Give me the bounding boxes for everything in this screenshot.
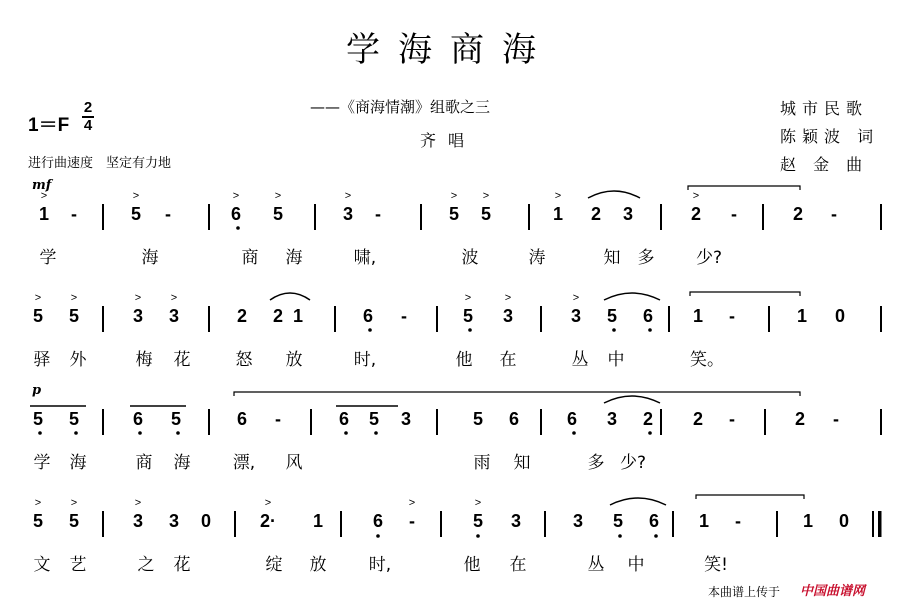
row1-note: 3 <box>622 204 633 224</box>
slur <box>588 191 640 198</box>
row4-note: 5 <box>472 511 483 531</box>
row1-dynamic: mf <box>32 178 52 193</box>
accent-mark: > <box>134 497 142 509</box>
row2-note: 1 <box>692 306 703 326</box>
row2-note: 2 <box>236 306 247 326</box>
upload-note: 本曲谱上传于 <box>708 585 781 599</box>
row3-lyric: 漂, <box>232 453 256 473</box>
row3-lyric: 雨 <box>473 453 491 473</box>
row2-note: 5 <box>32 306 43 326</box>
row2-note: 0 <box>834 306 845 326</box>
octave-dot <box>468 328 472 332</box>
credit-lyricist: 陈颖波 词 <box>780 127 880 146</box>
slur <box>604 293 660 300</box>
row2-lyric: 丛 <box>571 350 589 370</box>
row3-note: 6 <box>132 409 143 429</box>
row3-note: 2 <box>692 409 703 429</box>
row2-lyric: 在 <box>499 350 517 370</box>
octave-dot <box>618 534 622 538</box>
row2-lyric: 放 <box>285 350 303 370</box>
page-title: 学海商海 <box>346 30 554 70</box>
accent-mark: > <box>34 497 42 509</box>
row3-lyric: 少? <box>620 453 647 473</box>
row2-note: 3 <box>502 306 513 326</box>
row2-note: 3 <box>570 306 581 326</box>
row3-note: 6 <box>338 409 349 429</box>
row1-note: 1 <box>38 204 49 224</box>
tie-bracket <box>690 292 800 296</box>
row4-dash: - <box>409 511 415 531</box>
row1-lyric: 多 <box>637 248 655 268</box>
subtitle: ——《商海情潮》组歌之三 <box>310 98 491 116</box>
row3-dynamic: p <box>32 383 42 398</box>
row3-dash: - <box>833 409 839 429</box>
slur <box>610 498 666 505</box>
row2-lyric: 中 <box>607 350 625 370</box>
row1-note: 2 <box>792 204 803 224</box>
row1-lyric: 波 <box>461 248 479 268</box>
row3-note: 2 <box>642 409 653 429</box>
row2-lyric: 时, <box>353 350 377 370</box>
accent-mark: > <box>264 497 272 509</box>
octave-dot <box>648 328 652 332</box>
row1-lyric: 少? <box>696 248 723 268</box>
row1-lyric: 啸, <box>353 248 377 268</box>
row4-note: 1 <box>312 511 323 531</box>
octave-dot <box>176 431 180 435</box>
accent-mark: > <box>344 190 352 202</box>
row4-note: 1 <box>698 511 709 531</box>
row1-note: 5 <box>448 204 459 224</box>
row1-note: 6 <box>230 204 241 224</box>
accent-mark: > <box>504 292 512 304</box>
row1-lyric: 知 <box>603 248 621 268</box>
row4-note: 1 <box>802 511 813 531</box>
octave-dot <box>654 534 658 538</box>
row1-dash: - <box>731 204 737 224</box>
row4-note: 6 <box>648 511 659 531</box>
row3-note: 5 <box>68 409 79 429</box>
row2-lyric: 怒 <box>235 350 253 370</box>
tie-bracket <box>696 495 804 499</box>
row2-note: 1 <box>796 306 807 326</box>
row3-note: 3 <box>400 409 411 429</box>
octave-dot <box>38 431 42 435</box>
row4-note: 3 <box>168 511 179 531</box>
accent-mark: > <box>40 190 48 202</box>
octave-dot <box>368 328 372 332</box>
row1-dash: - <box>831 204 837 224</box>
accent-mark: > <box>34 292 42 304</box>
row4-lyric: 丛 <box>587 555 605 575</box>
row4-lyric: 绽 <box>265 555 283 575</box>
row2-note: 5 <box>462 306 473 326</box>
row1-note: 5 <box>130 204 141 224</box>
row3-note: 6 <box>508 409 519 429</box>
row1-note: 2 <box>590 204 601 224</box>
slur <box>270 293 310 300</box>
row3-note: 5 <box>32 409 43 429</box>
row2-lyric: 他 <box>455 350 473 370</box>
row3-dash: - <box>729 409 735 429</box>
accent-mark: > <box>474 497 482 509</box>
row2-lyric: 笑。 <box>690 350 724 370</box>
row3-note: 5 <box>368 409 379 429</box>
credit-composer: 赵 金 曲 <box>780 155 869 174</box>
row3-lyric: 海 <box>173 453 191 473</box>
row1-note: 3 <box>342 204 353 224</box>
tie-bracket <box>234 392 800 396</box>
credit-genre: 城市民歌 <box>780 99 869 118</box>
accent-mark: > <box>482 190 490 202</box>
row3-lyric: 商 <box>135 453 153 473</box>
accent-mark: > <box>232 190 240 202</box>
row4-lyric: 花 <box>173 555 191 575</box>
accent-mark: > <box>134 292 142 304</box>
row3-note: 5 <box>170 409 181 429</box>
octave-dot <box>648 431 652 435</box>
row2-dash: - <box>401 306 407 326</box>
row4-lyric: 笑! <box>704 555 728 575</box>
row1-note: 5 <box>272 204 283 224</box>
accent-mark: > <box>554 190 562 202</box>
octave-dot <box>374 431 378 435</box>
row4-note: 2· <box>259 511 276 531</box>
row1-dash: - <box>71 204 77 224</box>
row1-lyric: 海 <box>285 248 303 268</box>
accent-mark: > <box>464 292 472 304</box>
row4-lyric: 时, <box>368 555 392 575</box>
row3-lyric: 海 <box>69 453 87 473</box>
row4-note: 5 <box>32 511 43 531</box>
key-signature: 1＝F <box>28 115 70 136</box>
row2-note: 1 <box>292 306 303 326</box>
row4-note: 6 <box>372 511 383 531</box>
row1-dash: - <box>375 204 381 224</box>
accent-mark: > <box>170 292 178 304</box>
accent-mark: > <box>450 190 458 202</box>
row3-lyric: 学 <box>33 453 51 473</box>
slur <box>604 396 660 403</box>
tie-bracket <box>688 186 800 190</box>
row1-lyric: 海 <box>141 248 159 268</box>
row4-lyric: 他 <box>463 555 481 575</box>
row2-note: 6 <box>642 306 653 326</box>
row2-note: 3 <box>132 306 143 326</box>
row3-dash: - <box>275 409 281 429</box>
row4-note: 3 <box>132 511 143 531</box>
row3-lyric: 风 <box>285 453 303 473</box>
accent-mark: > <box>70 292 78 304</box>
octave-dot <box>344 431 348 435</box>
row3-note: 6 <box>566 409 577 429</box>
row2-note: 6 <box>362 306 373 326</box>
row4-lyric: 中 <box>627 555 645 575</box>
row1-lyric: 商 <box>241 248 259 268</box>
octave-dot <box>376 534 380 538</box>
accent-mark: > <box>70 497 78 509</box>
row4-note: 3 <box>572 511 583 531</box>
site-logo: 中国曲谱网 <box>800 584 866 599</box>
row3-note: 5 <box>472 409 483 429</box>
row3-lyric: 多 <box>587 453 605 473</box>
row4-lyric: 文 <box>33 555 51 575</box>
accent-mark: > <box>692 190 700 202</box>
row4-dash: - <box>735 511 741 531</box>
row4-lyric: 之 <box>137 555 155 575</box>
accent-mark: > <box>132 190 140 202</box>
row4-note: 5 <box>68 511 79 531</box>
row1-note: 2 <box>690 204 701 224</box>
row3-note: 6 <box>236 409 247 429</box>
octave-dot <box>612 328 616 332</box>
row2-lyric: 花 <box>173 350 191 370</box>
row4-lyric: 艺 <box>69 555 87 575</box>
row1-lyric: 涛 <box>528 248 546 268</box>
octave-dot <box>138 431 142 435</box>
row2-note: 5 <box>68 306 79 326</box>
row2-dash: - <box>729 306 735 326</box>
row2-note: 2 <box>272 306 283 326</box>
row2-note: 5 <box>606 306 617 326</box>
octave-dot <box>476 534 480 538</box>
time-signature: 2 4 <box>83 99 93 134</box>
performance-type: 齐唱 <box>420 131 477 150</box>
octave-dot <box>74 431 78 435</box>
row4-lyric: 在 <box>509 555 527 575</box>
accent-mark: > <box>408 497 416 509</box>
row2-lyric: 外 <box>69 350 87 370</box>
row3-lyric: 知 <box>513 453 531 473</box>
row4-note: 5 <box>612 511 623 531</box>
row4-note: 3 <box>510 511 521 531</box>
row4-lyric: 放 <box>309 555 327 575</box>
octave-dot <box>236 226 240 230</box>
accent-mark: > <box>274 190 282 202</box>
row3-note: 3 <box>606 409 617 429</box>
row4-note: 0 <box>200 511 211 531</box>
row2-lyric: 梅 <box>135 350 153 370</box>
row4-note: 0 <box>838 511 849 531</box>
row1-note: 5 <box>480 204 491 224</box>
accent-mark: > <box>572 292 580 304</box>
row1-note: 1 <box>552 204 563 224</box>
row1-lyric: 学 <box>39 248 57 268</box>
octave-dot <box>572 431 576 435</box>
tempo-marking: 进行曲速度 坚定有力地 <box>28 156 172 171</box>
row1-dash: - <box>165 204 171 224</box>
row3-note: 2 <box>794 409 805 429</box>
row2-note: 3 <box>168 306 179 326</box>
row2-lyric: 驿 <box>33 350 51 370</box>
